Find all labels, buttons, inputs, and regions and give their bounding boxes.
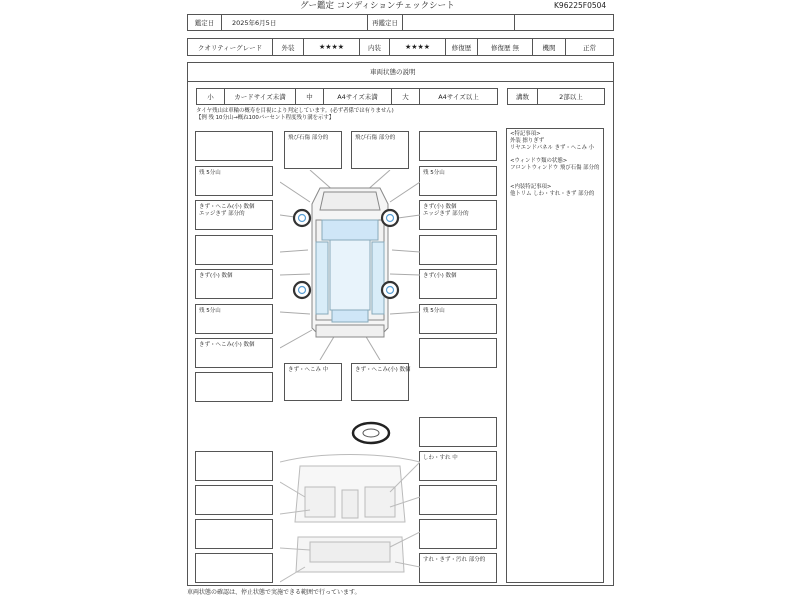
box-left-7: きず・へこみ(小) 数個 xyxy=(195,338,273,368)
box-left-11 xyxy=(195,519,273,549)
engine-value: 正常 xyxy=(565,38,614,56)
box-right-1 xyxy=(419,131,497,161)
legend-large-label: 大 xyxy=(391,88,420,105)
box-left-12 xyxy=(195,553,273,583)
appraisal-date-value: 2025年6月5日 xyxy=(221,14,368,31)
reappraisal-date-value xyxy=(402,14,515,31)
repair-history-label: 修復歴 xyxy=(445,38,478,56)
interior-label: 内装 xyxy=(359,38,390,56)
appraisal-date-label: 鑑定日 xyxy=(187,14,222,31)
box-right-12: すれ・きず・汚れ 部分的 xyxy=(419,553,497,583)
box-bottom-center-left: きず・へこみ 中 xyxy=(284,363,342,401)
tire-rear-right-icon xyxy=(382,282,398,298)
box-right-2: 残 5分山 xyxy=(419,166,497,196)
box-top-center-left: 飛び石傷 部分的 xyxy=(284,131,342,169)
legend-medium-desc: A4サイズ未満 xyxy=(323,88,392,105)
legend-small-label: 小 xyxy=(196,88,225,105)
interior-diagram xyxy=(280,452,420,587)
interior-header: <内装特記事項> xyxy=(510,184,552,190)
legend-small-desc: カードサイズ未満 xyxy=(224,88,296,105)
repair-history-value: 修復歴 無 xyxy=(477,38,533,56)
tire-note-2: 【例 残 10分山→概ね100パーセント程度残り溝を示す】 xyxy=(196,115,335,121)
section-title: 車両状態の説明 xyxy=(370,68,416,76)
box-left-8 xyxy=(195,372,273,402)
box-right-3: きず(小) 数個 エッジきず 部分的 xyxy=(419,200,497,230)
special-2: リヤエンドパネル きず・へこみ 小 xyxy=(510,145,595,151)
tire-note-1: タイヤ残山は車輪の概寿を目視により判定しています。(必ず者係では有りません) xyxy=(196,108,394,114)
box-left-3: きず・へこみ(小) 数個 エッジきず 部分的 xyxy=(195,200,273,230)
box-right-7 xyxy=(419,338,497,368)
box-top-center-right: 飛び石傷 部分的 xyxy=(351,131,409,169)
legend-large-desc: A4サイズ以上 xyxy=(419,88,498,105)
interior-stars: ★★★★ xyxy=(389,38,446,56)
box-left-2: 残 5分山 xyxy=(195,166,273,196)
footer-note: 車両状態の確認は、停止状態で実施できる範囲で行っています。 xyxy=(187,589,361,596)
box-bottom-center-right: きず・へこみ(小) 数個 xyxy=(351,363,409,401)
exterior-stars: ★★★★ xyxy=(303,38,360,56)
sheet-code: K96225F0504 xyxy=(554,1,607,10)
special-header: <特記事項> xyxy=(510,131,541,137)
box-left-10 xyxy=(195,485,273,515)
vehicle-top-diagram xyxy=(280,170,420,360)
box-left-5: きず(小) 数個 xyxy=(195,269,273,299)
window-header: <ウィンドウ類の状態> xyxy=(510,158,568,164)
box-left-1 xyxy=(195,131,273,161)
box-left-6: 残 5分山 xyxy=(195,304,273,334)
special-1: 外装 擦りぎず xyxy=(510,138,545,144)
box-right-10 xyxy=(419,485,497,515)
sheet-title: グー鑑定 コンディションチェックシート xyxy=(300,1,455,11)
window-1: フロントウィンドウ 飛び石傷 部分的 xyxy=(510,165,600,171)
reappraisal-date-extra xyxy=(514,14,614,31)
box-left-9 xyxy=(195,451,273,481)
box-right-9: しわ・すれ 中 xyxy=(419,451,497,481)
box-right-6: 残 5分山 xyxy=(419,304,497,334)
tire-front-left-icon xyxy=(294,210,310,226)
legend-medium-label: 中 xyxy=(295,88,324,105)
box-right-4 xyxy=(419,235,497,265)
box-right-5: きず(小) 数個 xyxy=(419,269,497,299)
box-left-4 xyxy=(195,235,273,265)
reappraisal-date-label: 再鑑定日 xyxy=(367,14,403,31)
box-right-11 xyxy=(419,519,497,549)
tire-value: 2部以上 xyxy=(537,88,605,105)
tire-label: 溝数 xyxy=(507,88,538,105)
tire-front-right-icon xyxy=(382,210,398,226)
engine-label: 機関 xyxy=(532,38,566,56)
quality-grade-label: クオリティーグレード xyxy=(187,38,273,56)
tire-rear-left-icon xyxy=(294,282,310,298)
interior-1: 他トリム しわ・すれ・きず 部分的 xyxy=(510,191,595,197)
steering-wheel-icon xyxy=(351,420,391,446)
exterior-label: 外装 xyxy=(272,38,304,56)
box-right-8 xyxy=(419,417,497,447)
